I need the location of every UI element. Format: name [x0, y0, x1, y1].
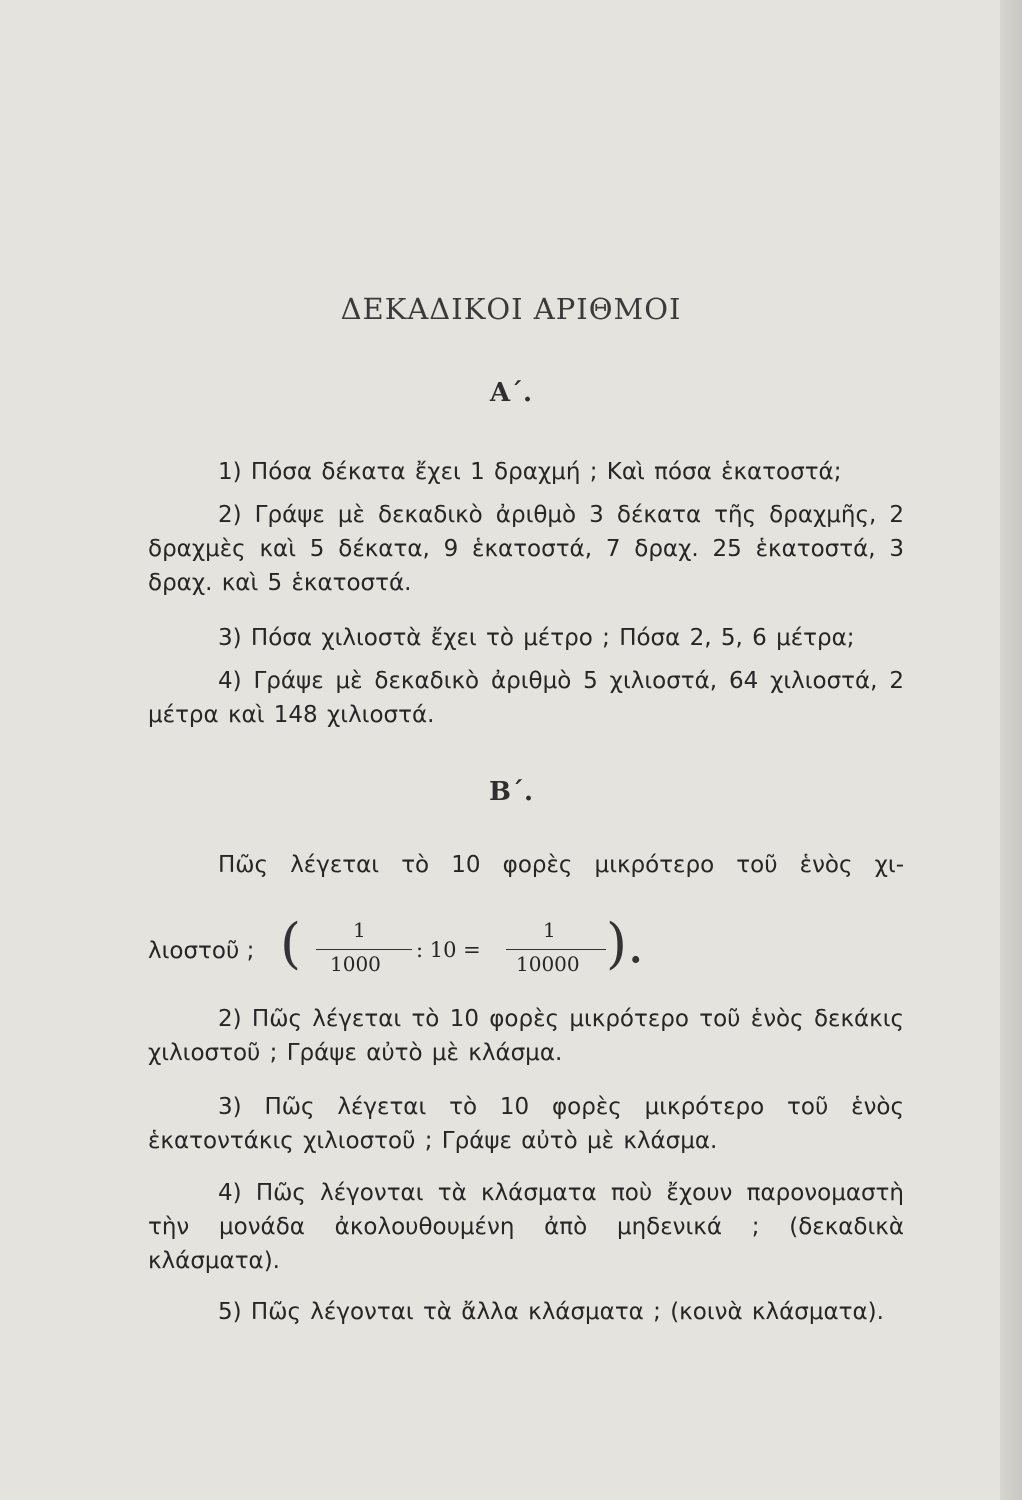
- fraction-formula: [148, 912, 668, 982]
- formula-open-paren: (: [280, 912, 302, 975]
- page-title: ΔΕΚΑΔΙΚΟΙ ΑΡΙΘΜΟΙ: [340, 292, 682, 326]
- exercise-b4: 4) Πῶς λέγονται τὰ κλάσματα ποὺ ἔχουν παρονομαστὴ τὴν μονάδα ἀκολουθουμένη ἀπὸ μηδενικά ; (δεκαδικὰ κλάσματα).: [148, 1180, 904, 1274]
- fraction1-bar: [316, 949, 412, 950]
- exercise-a1: 1) Πόσα δέκατα ἔχει 1 δραχμή ; Καὶ πόσα ἑκατοστά;: [218, 459, 842, 485]
- fraction2-bar: [506, 949, 606, 950]
- fraction1-numerator: 1: [353, 918, 366, 942]
- exercise-a3: 3) Πόσα χιλιοστὰ ἔχει τὸ μέτρο ; Πόσα 2, 5, 6 μέτρα;: [218, 625, 855, 651]
- fraction1-denominator: 1000: [330, 952, 381, 976]
- formula-operator: : 10 =: [416, 938, 481, 962]
- formula-word: λιοστοῦ ;: [148, 938, 255, 964]
- exercise-a2: 2) Γράψε μὲ δεκαδικὸ ἀριθμὸ 3 δέκατα τῆς δραχμῆς, 2 δραχμὲς καὶ 5 δέκατα, 9 ἑκατοστά, 7 δραχ. 25 ἑκατοστά, 3 δραχ. καὶ 5 ἑκατοστά.: [148, 502, 904, 596]
- fraction2-denominator: 10000: [516, 952, 580, 976]
- exercise-b1: Πῶς λέγεται τὸ 10 φορὲς μικρότερο τοῦ ἑνὸς χι-: [218, 852, 904, 878]
- section-b-heading: Β΄.: [488, 777, 534, 807]
- exercise-b5: 5) Πῶς λέγονται τὰ ἄλλα κλάσματα ; (κοινὰ κλάσματα).: [218, 1299, 884, 1325]
- exercise-a4: 4) Γράψε μὲ δεκαδικὸ ἀριθμὸ 5 χιλιοστά, 64 χιλιοστά, 2 μέτρα καὶ 148 χιλιοστά.: [148, 668, 904, 728]
- formula-close-paren: ).: [606, 912, 645, 975]
- exercise-b3: 3) Πῶς λέγεται τὸ 10 φορὲς μικρότερο τοῦ ἑνὸς ἑκατοντάκις χιλιοστοῦ ; Γράψε αὐτὸ μὲ κλάσμα.: [148, 1094, 904, 1154]
- fraction2-numerator: 1: [543, 918, 556, 942]
- section-a-heading: Α΄.: [489, 378, 533, 408]
- page-edge-shadow: [1000, 0, 1022, 1500]
- exercise-b2: 2) Πῶς λέγεται τὸ 10 φορὲς μικρότερο τοῦ ἑνὸς δεκάκις χιλιοστοῦ ; Γράψε αὐτὸ μὲ κλάσμα.: [148, 1006, 904, 1066]
